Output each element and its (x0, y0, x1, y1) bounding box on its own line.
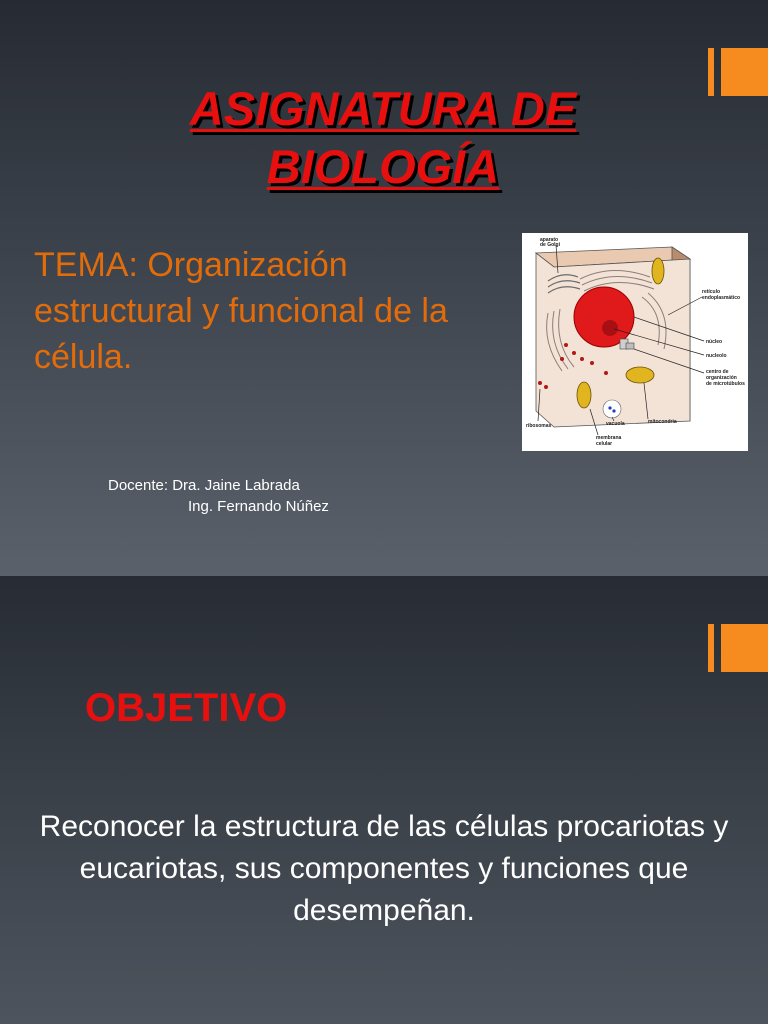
label-membrana-1: membrana (596, 435, 622, 441)
title-line-2: BIOLOGÍA (266, 140, 500, 193)
cell-diagram-svg (522, 233, 748, 451)
accent-thin-bar (708, 48, 714, 96)
teachers-block (108, 475, 329, 517)
label-reticulo-2: endoplasmático (702, 295, 741, 301)
teacher-line-2: Ing. Fernando Núñez (188, 498, 329, 515)
label-mitocondria: mitocondria (648, 419, 677, 425)
svg-text:endoplasmático (702, 295, 740, 301)
label-centro-3: de microtúbulos (706, 381, 745, 387)
topic-text: TEMA: Organización estructural y funcional de la célula. (34, 246, 448, 376)
accent-thick-bar (721, 48, 768, 96)
accent-bar-2 (708, 624, 768, 672)
accent-thick-bar-2 (721, 624, 768, 672)
label-golgi-2: de Golgi (540, 242, 560, 248)
label-golgi-1: aparato (540, 237, 559, 243)
accent-thin-bar-2 (708, 624, 714, 672)
label-nucleo: núcleo (706, 339, 723, 345)
teacher-line-1: Docente: Dra. Jaine Labrada (108, 477, 300, 494)
title-line-1: ASIGNATURA DE (189, 82, 577, 135)
objective-body: Reconocer la estructura de las células procariotas y eucariotas, sus componentes y funciones que desempeñan. (39, 810, 729, 927)
objective-slide (0, 576, 768, 1024)
objective-heading: OBJETIVO (85, 686, 288, 730)
label-centro-1: centro de (706, 369, 729, 375)
svg-text:de microtúbulos (706, 381, 745, 387)
label-centro-2: organización (706, 375, 737, 381)
label-vacuola: vacuola (606, 421, 625, 427)
cell-diagram (522, 233, 748, 451)
label-nucleolo: nucleolo (706, 353, 727, 359)
slide-title (100, 80, 666, 196)
svg-text:de Golgi (540, 242, 561, 248)
label-ribosomas: ribosomas (526, 423, 552, 429)
label-reticulo-1: retículo (702, 289, 721, 295)
label-membrana-2: celular (596, 441, 613, 447)
svg-text:celular (596, 441, 612, 447)
accent-bar (708, 48, 768, 96)
